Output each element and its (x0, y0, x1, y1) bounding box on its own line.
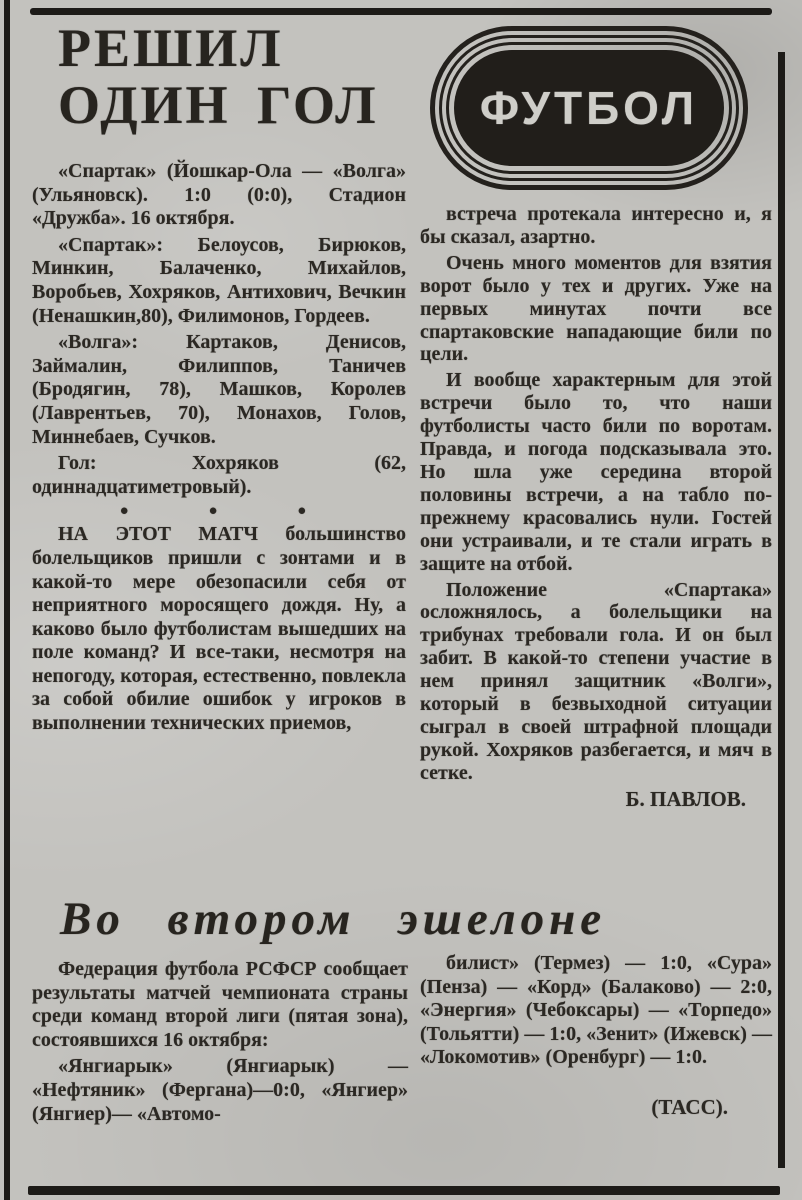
paragraph-report-body-2: встреча протекала интересно и, я бы сказал, азартно. (420, 203, 772, 248)
paragraph-spartak-lineup: «Спартак»: Белоусов, Бирюков, Минкин, Балаченко, Михайлов, Воробьев, Хохряков, Антихович, Вечкин (Ненашкин,80), Филимонов, Гордеев. (32, 233, 406, 327)
futbol-badge (430, 26, 748, 190)
headline-line1: РЕШИЛ (58, 18, 284, 78)
paragraph-volga-lineup: «Волга»: Картаков, Денисов, Займалин, Филиппов, Таничев (Бродягин, 78), Машков, Королев (Лаврентьев, 70), Монахов, Голов, Миннебаев, Сучков. (32, 331, 406, 448)
paragraph-federation-note: Федерация футбола РСФСР сообщает результаты матчей чемпионата страны среди команд второй лиги (пятая зона), состоявшихся 16 октября: (32, 958, 408, 1051)
article-headline (58, 20, 458, 134)
badge-inner-ring (446, 42, 732, 174)
report-right-column (420, 203, 772, 814)
report-left-column (32, 160, 406, 739)
paragraph-results-end: билист» (Термез) — 1:0, «Сура» (Пенза) — «Корд» (Балаково) — 2:0, «Энергия» (Чебоксары) — «Торпедо» (Тольятти) — 1:0, «Зенит» (Ижевск) — «Локомотив» (Оренбург) — 1:0. (420, 952, 772, 1069)
headline-line2: ОДИН ГОЛ (58, 75, 379, 135)
badge-outer-ring (430, 26, 748, 190)
bottom-rule (28, 1186, 780, 1195)
left-border-rule (4, 0, 10, 1200)
paragraph-report-body-5: Положение «Спартака» осложнялось, а болельщики на трибунах требовали гола. И он был забит. В какой-то степени участие в нем принял защитник «Волги», который в безвыходной ситуации сыграл в своей штрафной площади рукой. Хохряков разбегается, и мяч в сетке. (420, 578, 772, 784)
top-rule (30, 8, 772, 15)
agency-credit: (ТАСС). (651, 1094, 728, 1119)
badge-label: ФУТБОЛ (479, 82, 699, 134)
paragraph-goal: Гол: Хохряков (62, одиннадцатиметровый). (32, 452, 406, 498)
second-tier-right-column (420, 952, 772, 1123)
author-byline: Б. ПАВЛОВ. (625, 786, 746, 811)
paragraph-report-body-3: Очень много моментов для взятия ворот было у тех и других. Уже на первых минутах почти все спартаковские нападающие били по цели. (420, 251, 772, 366)
second-tier-headline: Во втором эшелоне (60, 893, 607, 945)
paragraph-report-body-1: НА ЭТОТ МАТЧ большинство болельщиков пришли с зонтами и в какой-то мере обезопасили себя от неприятного моросящего дождя. Ну, а каково было футболистам вышедших на поле команд? И все-таки, несмотря на непогоду, которая, естественно, повлекла за собой обилие ошибок у игроков в выполнении технических приемов, (32, 523, 406, 735)
paragraph-report-body-4: И вообще характерным для этой встречи было то, что наши футболисты часто били по воротам. Правда, и погода подсказывала это. Но шла уже середина второй половины встречи, а на табло по-прежнему красовались нули. Гостей они устраивали, и те стали играть в защите на отбой. (420, 369, 772, 575)
badge-middle-ring (439, 35, 739, 181)
badge-core (454, 50, 724, 166)
paragraph-results-start: «Янгиарык» (Янгиарык) — «Нефтяник» (Фергана)—0:0, «Янгиер» (Янгиер)— «Автомо- (32, 1055, 408, 1125)
paragraph-match-intro: «Спартак» (Йошкар-Ола — «Волга» (Ульяновск). 1:0 (0:0), Стадион «Дружба». 16 октября. (32, 160, 406, 230)
dots-separator: ● ● ● (119, 503, 345, 520)
second-tier-left-column (32, 958, 408, 1129)
right-column-rule (778, 52, 785, 1168)
